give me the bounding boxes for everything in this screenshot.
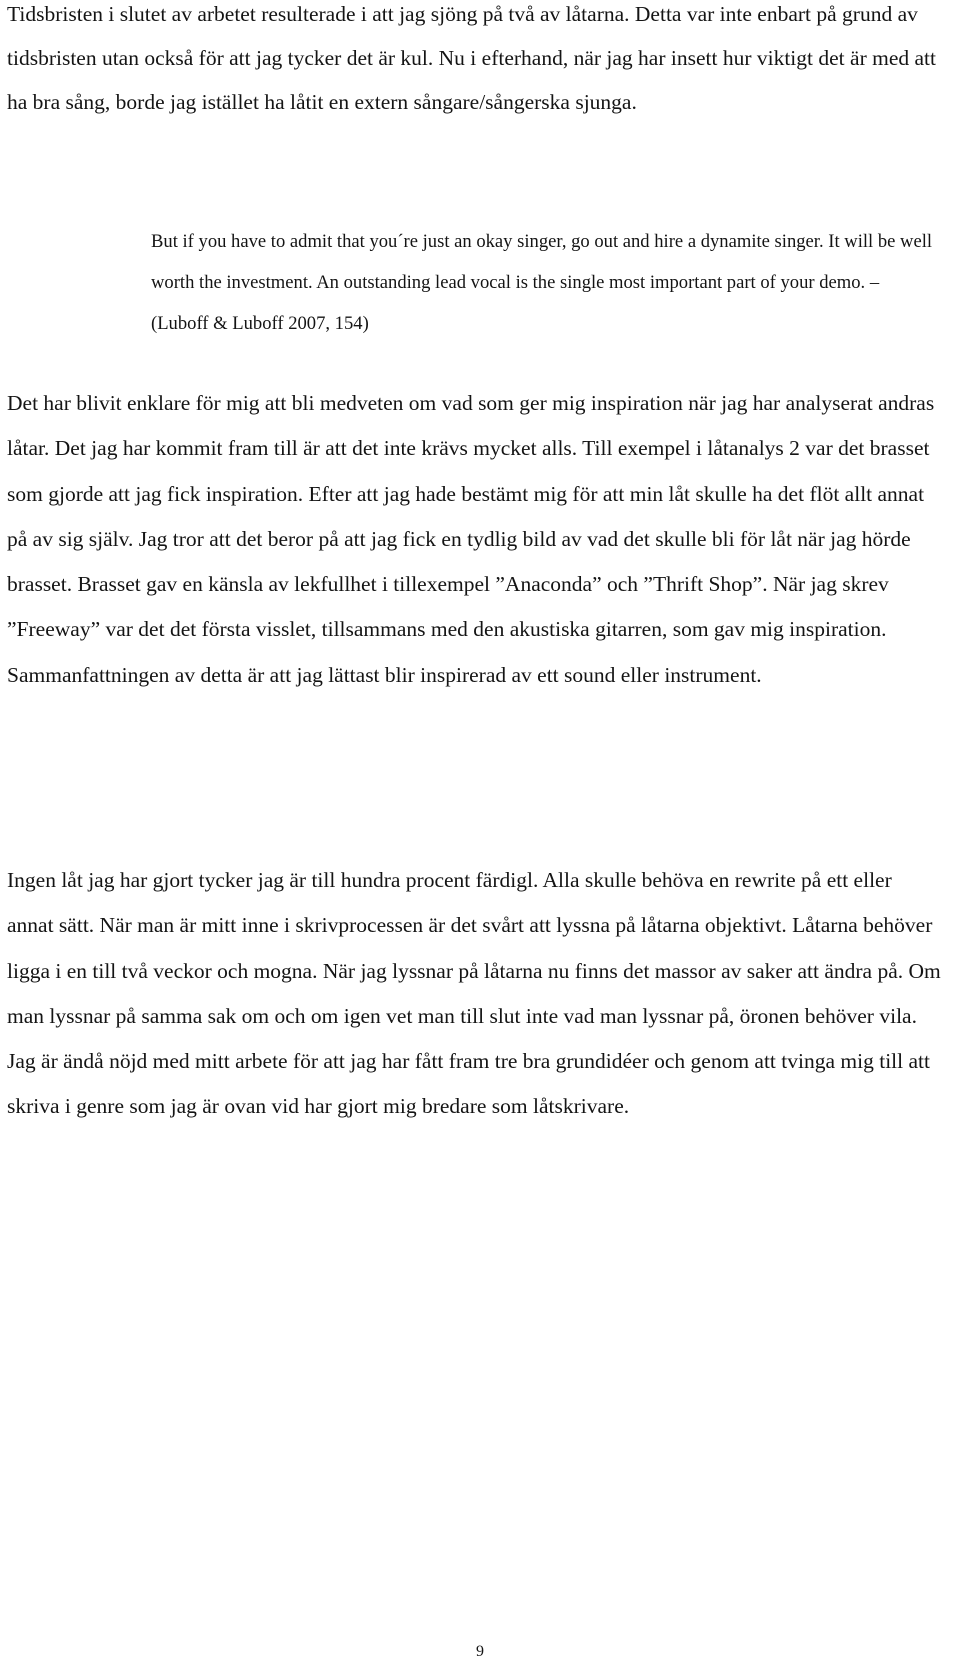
paragraph-reflection: Ingen låt jag har gjort tycker jag är till hundra procent färdigl. Alla skulle behöva en rewrite på ett eller annat sätt. När man är mitt inne i skrivprocessen är det svårt att lyssna på låtarna objektivt. Låtarna behöver ligga i en till två veckor och mogna. När jag lyssnar på låtarna nu finns det massor av saker att ändra på. Om man lyssnar på samma sak om och om igen vet man till slut inte vad man lyssnar på, öronen behöver vila. Jag är ändå nöjd med mitt arbete för att jag har fått fram tre bra grundidéer och genom att tvinga mig till att skriva i genre som jag är ovan vid har gjort mig bredare som låtskrivare. xyxy=(7,868,941,1119)
paragraph-inspiration: Det har blivit enklare för mig att bli medveten om vad som ger mig inspiration när jag har analyserat andras låtar. Det jag har kommit fram till är att det inte krävs mycket alls. Till exempel i låtanalys 2 var det brasset som gjorde att jag fick inspiration. Efter att jag hade bestämt mig för att min låt skulle ha det flöt allt annat på av sig själv. Jag tror att det beror på att jag fick en tydlig bild av vad det skulle bli för låt när jag hörde brasset. Brasset gav en känsla av lekfullhet i tillexempel ”Anaconda” och ”Thrift Shop”. När jag skrev ”Freeway” var det det första visslet, tillsammans med den akustiska gitarren, som gav mig inspiration. Sammanfattningen av detta är att jag lättast blir inspirerad av ett sound eller instrument. xyxy=(7,391,935,687)
block-quote: But if you have to admit that you´re just an okay singer, go out and hire a dynamite singer. It will be well worth the investment. An outstanding lead vocal is the single most important part of your demo. – (Luboff & Luboff 2007, 154) xyxy=(151,231,933,334)
paragraph-intro: Tidsbristen i slutet av arbetet resulterade i att jag sjöng på två av låtarna. Detta var inte enbart på grund av tidsbristen utan också för att jag tycker det är kul. Nu i efterhand, när jag har insett hur viktigt det är med att ha bra sång, borde jag istället ha låtit en extern sångare/sångerska sjunga. xyxy=(7,2,936,114)
page-number: 9 xyxy=(476,1643,484,1660)
